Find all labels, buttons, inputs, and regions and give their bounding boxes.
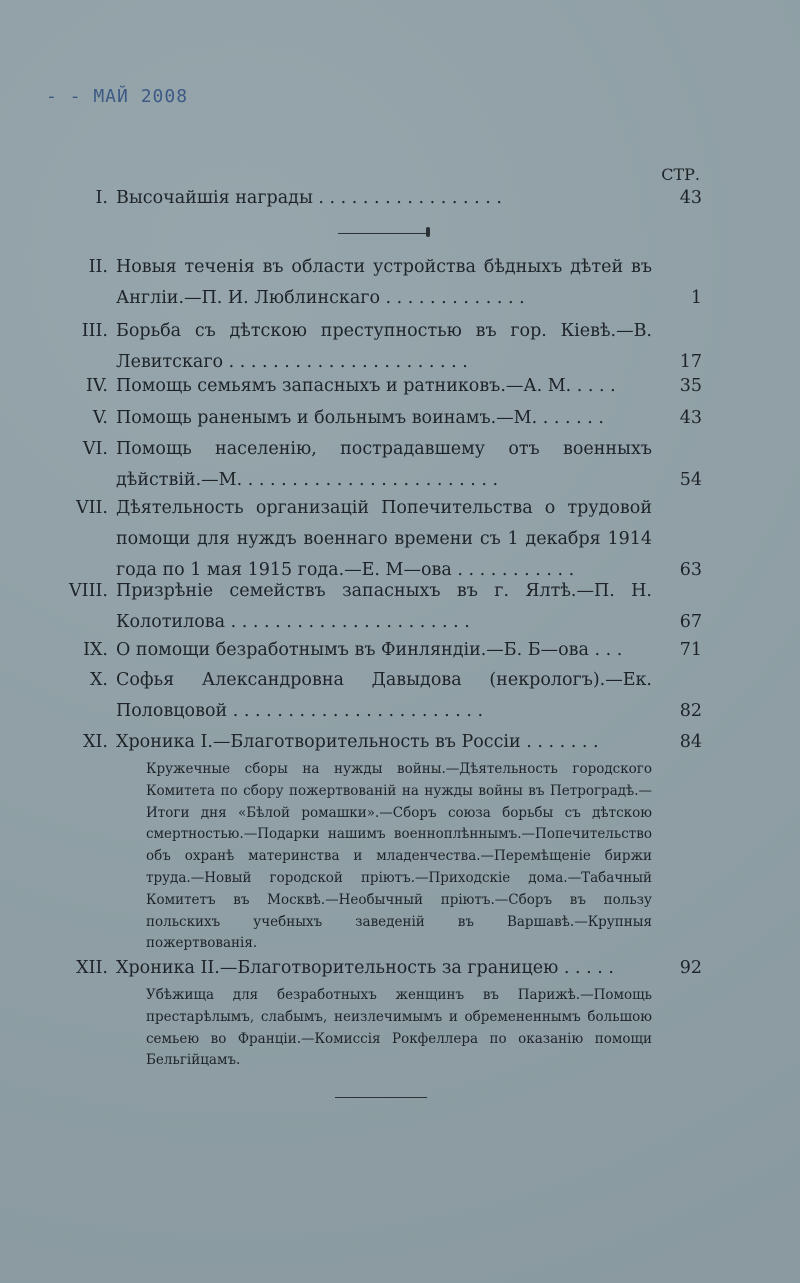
- toc-entry-5: [60, 403, 702, 434]
- separator-mark: [426, 227, 430, 237]
- entry-title: Помощь населенію, пострадавшему отъ военныхъ дѣйствій.—М. . . . . . . . . . . . . . . . . . . . . . . .: [116, 439, 652, 490]
- toc-entry-6: [60, 434, 702, 496]
- toc-entry-4: [60, 371, 702, 402]
- entry-number: XII.: [76, 958, 108, 978]
- entry-title: Хроника I.—Благотворительность въ Россіи . . . . . . .: [116, 732, 599, 752]
- toc-entry-7: [60, 493, 702, 586]
- entry-page: 82: [679, 701, 702, 721]
- entry-number: IX.: [83, 640, 108, 660]
- entry-number: VII.: [75, 498, 108, 518]
- toc-entry-2: [60, 252, 702, 314]
- toc-entry-10: [60, 665, 702, 727]
- entry-page: 43: [679, 188, 702, 208]
- entry-page: 67: [679, 612, 702, 632]
- toc-entry-8: [60, 576, 702, 638]
- entry-title: Помощь раненымъ и больнымъ воинамъ.—М. . . . . . .: [116, 408, 604, 428]
- end-rule: [335, 1097, 427, 1098]
- entry-page: 84: [679, 732, 702, 752]
- separator-rule: [338, 233, 430, 234]
- entry-page: 92: [679, 958, 702, 978]
- entry-number: IV.: [85, 376, 108, 396]
- entry-number: III.: [81, 321, 108, 341]
- entry-title: Хроника II.—Благотворительность за границею . . . . .: [116, 958, 614, 978]
- entry-number: II.: [88, 257, 108, 277]
- entry-page: 71: [679, 640, 702, 660]
- entry-title: Борьба съ дѣтскою преступностью въ гор. Кіевѣ.—В. Левитскаго . . . . . . . . . . . . . . . . . . . . . .: [116, 321, 652, 372]
- toc-entry-12: [60, 953, 702, 984]
- entry-title: Призрѣніе семействъ запасныхъ въ г. Ялтѣ.—П. Н. Колотилова . . . . . . . . . . . . . . . . . . . . . .: [116, 581, 652, 632]
- library-stamp: - - МАЙ 2008: [46, 86, 189, 107]
- toc-entry-3: [60, 316, 702, 378]
- entry-title: Помощь семьямъ запасныхъ и ратниковъ.—А. М. . . . .: [116, 376, 616, 396]
- toc-entry-11: [60, 727, 702, 758]
- entry-number: VI.: [82, 439, 108, 459]
- toc-entry-1: [60, 183, 702, 214]
- entry-title: Софья Александровна Давыдова (некрологъ).—Ек. Половцовой . . . . . . . . . . . . . . . . . . . . . . .: [116, 670, 652, 721]
- entry-page: 1: [690, 288, 702, 308]
- entry-number: V.: [92, 408, 108, 428]
- entry-title: Новыя теченія въ области устройства бѣдныхъ дѣтей въ Англіи.—П. И. Люблинскаго . . . . . . . . . . . . .: [116, 257, 652, 308]
- entry-title: Высочайшія награды . . . . . . . . . . . . . . . . .: [116, 188, 502, 208]
- entry-number: VIII.: [69, 581, 108, 601]
- page-column-header: СТР.: [661, 165, 700, 184]
- entry-page: 54: [679, 470, 702, 490]
- entry-page: 17: [679, 352, 702, 372]
- entry-page: 35: [679, 376, 702, 396]
- entry-title: О помощи безработнымъ въ Финляндіи.—Б. Б—ова . . .: [116, 640, 623, 660]
- entry-number: I.: [95, 188, 108, 208]
- entry-page: 43: [679, 408, 702, 428]
- entry-12-subtopics: Убѣжища для безработныхъ женщинъ въ Парижѣ.—Помощь престарѣлымъ, слабымъ, неизлечимымъ и обремененнымъ большою семьею во Франціи.—Комиссія Рокфеллера по оказанію помощи Бельгійцамъ.: [146, 987, 652, 1069]
- entry-page: 63: [679, 560, 702, 580]
- entry-number: XI.: [83, 732, 108, 752]
- entry-11-subtopics: Кружечные сборы на нужды войны.—Дѣятельность городского Комитета по сбору пожертвованій на нужды войны въ Петроградѣ.—Итоги дня «Бѣлой ромашки».—Сборъ союза борьбы съ дѣтскою смертностью.—Подарки нашимъ военноплѣннымъ.—Попечительство объ охранѣ материнства и младенчества.—Перемѣщеніе биржи труда.—Новый городской пріютъ.—Приходскіе дома.—Табачный Комитетъ въ Москвѣ.—Необычный пріютъ.—Сборъ въ пользу польскихъ учебныхъ заведеній въ Варшавѣ.—Крупныя пожертвованія.: [146, 761, 652, 952]
- entry-title: Дѣятельность организацій Попечительства о трудовой помощи для нуждъ военнаго времени съ 1 декабря 1914 года по 1 мая 1915 года.—Е. М—ова . . . . . . . . . . .: [116, 498, 652, 580]
- toc-entry-9: [60, 635, 702, 666]
- entry-number: X.: [89, 670, 108, 690]
